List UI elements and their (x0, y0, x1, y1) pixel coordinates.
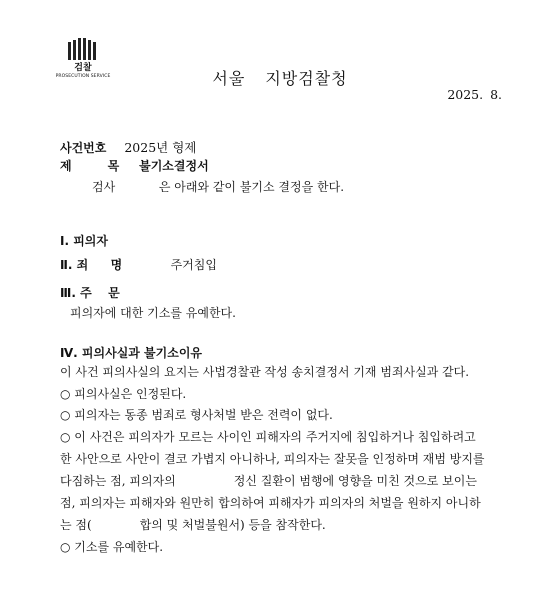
logo-name: 검찰 (74, 63, 92, 73)
reason-line-2: ○ 피의사실은 인정된다. (60, 387, 187, 401)
title-label-2: 목 (107, 159, 120, 173)
office-title-part2: 지방검찰청 (265, 69, 348, 88)
reason-line-1: 이 사건 피의사실의 요지는 사법경찰관 작성 송치결정서 기재 범죄사실과 같다. (60, 365, 470, 379)
reason-line-7: 점, 피의자는 피해자와 원만히 합의하여 피해자가 피의자의 처벌을 원하지 아니하 (60, 496, 481, 510)
reason-line-8 (60, 516, 326, 533)
section-3-body: 피의자에 대한 기소를 유예한다. (70, 306, 236, 320)
case-number-value: 2025년 형제 (124, 140, 197, 155)
reason-line-6 (60, 472, 477, 489)
case-number-row (60, 138, 196, 156)
title-value: 불기소결정서 (139, 159, 209, 173)
reason-line-6a: 다짐하는 점, 피의자의 (60, 474, 176, 488)
reason-line-9: ○ 기소를 유예한다. (60, 540, 164, 554)
section-3-label-1: Ⅲ. 주 (60, 286, 92, 300)
title-label-1: 제 (60, 159, 72, 173)
section-2-label-2: 명 (110, 258, 123, 272)
office-title (0, 66, 560, 89)
office-title-part1: 서울 (212, 69, 246, 88)
reason-line-8b: 합의 및 처벌불원서) 등을 참작한다. (139, 518, 326, 532)
reason-line-8a: 는 점( (60, 518, 92, 532)
intro-line (92, 178, 344, 195)
document-date: 2025. 8. (447, 87, 502, 102)
case-title-row (60, 157, 209, 174)
logo-subtitle: PROSECUTION SERVICE (55, 74, 111, 79)
section-2-label-1: Ⅱ. 죄 (60, 258, 89, 272)
section-4-heading: Ⅳ. 피의사실과 불기소이유 (60, 346, 203, 360)
section-2-value: 주거침입 (170, 258, 217, 272)
reason-line-4: ○ 이 사건은 피의자가 모르는 사이인 피해자의 주거지에 침입하거나 침입하려고 (60, 430, 476, 444)
reason-line-3: ○ 피의자는 동종 범죄로 형사처벌 받은 전력이 없다. (60, 408, 333, 422)
prosecution-emblem-icon (66, 38, 100, 60)
case-number-label: 사건번호 (60, 141, 107, 155)
section-3-label-2: 문 (108, 286, 120, 300)
reason-line-6b: 정신 질환이 범행에 영향을 미친 것으로 보이는 (233, 474, 477, 488)
intro-prefix: 검사 (92, 180, 116, 194)
intro-suffix: 은 아래와 같이 불기소 결정을 한다. (158, 180, 345, 194)
section-1-heading: Ⅰ. 피의자 (60, 234, 108, 248)
section-3-row (60, 284, 120, 301)
reason-line-5: 한 사안으로 사안이 결코 가볍지 아니하나, 피의자는 잘못을 인정하며 재범 방지를 (60, 452, 485, 466)
section-2-row (60, 256, 217, 273)
